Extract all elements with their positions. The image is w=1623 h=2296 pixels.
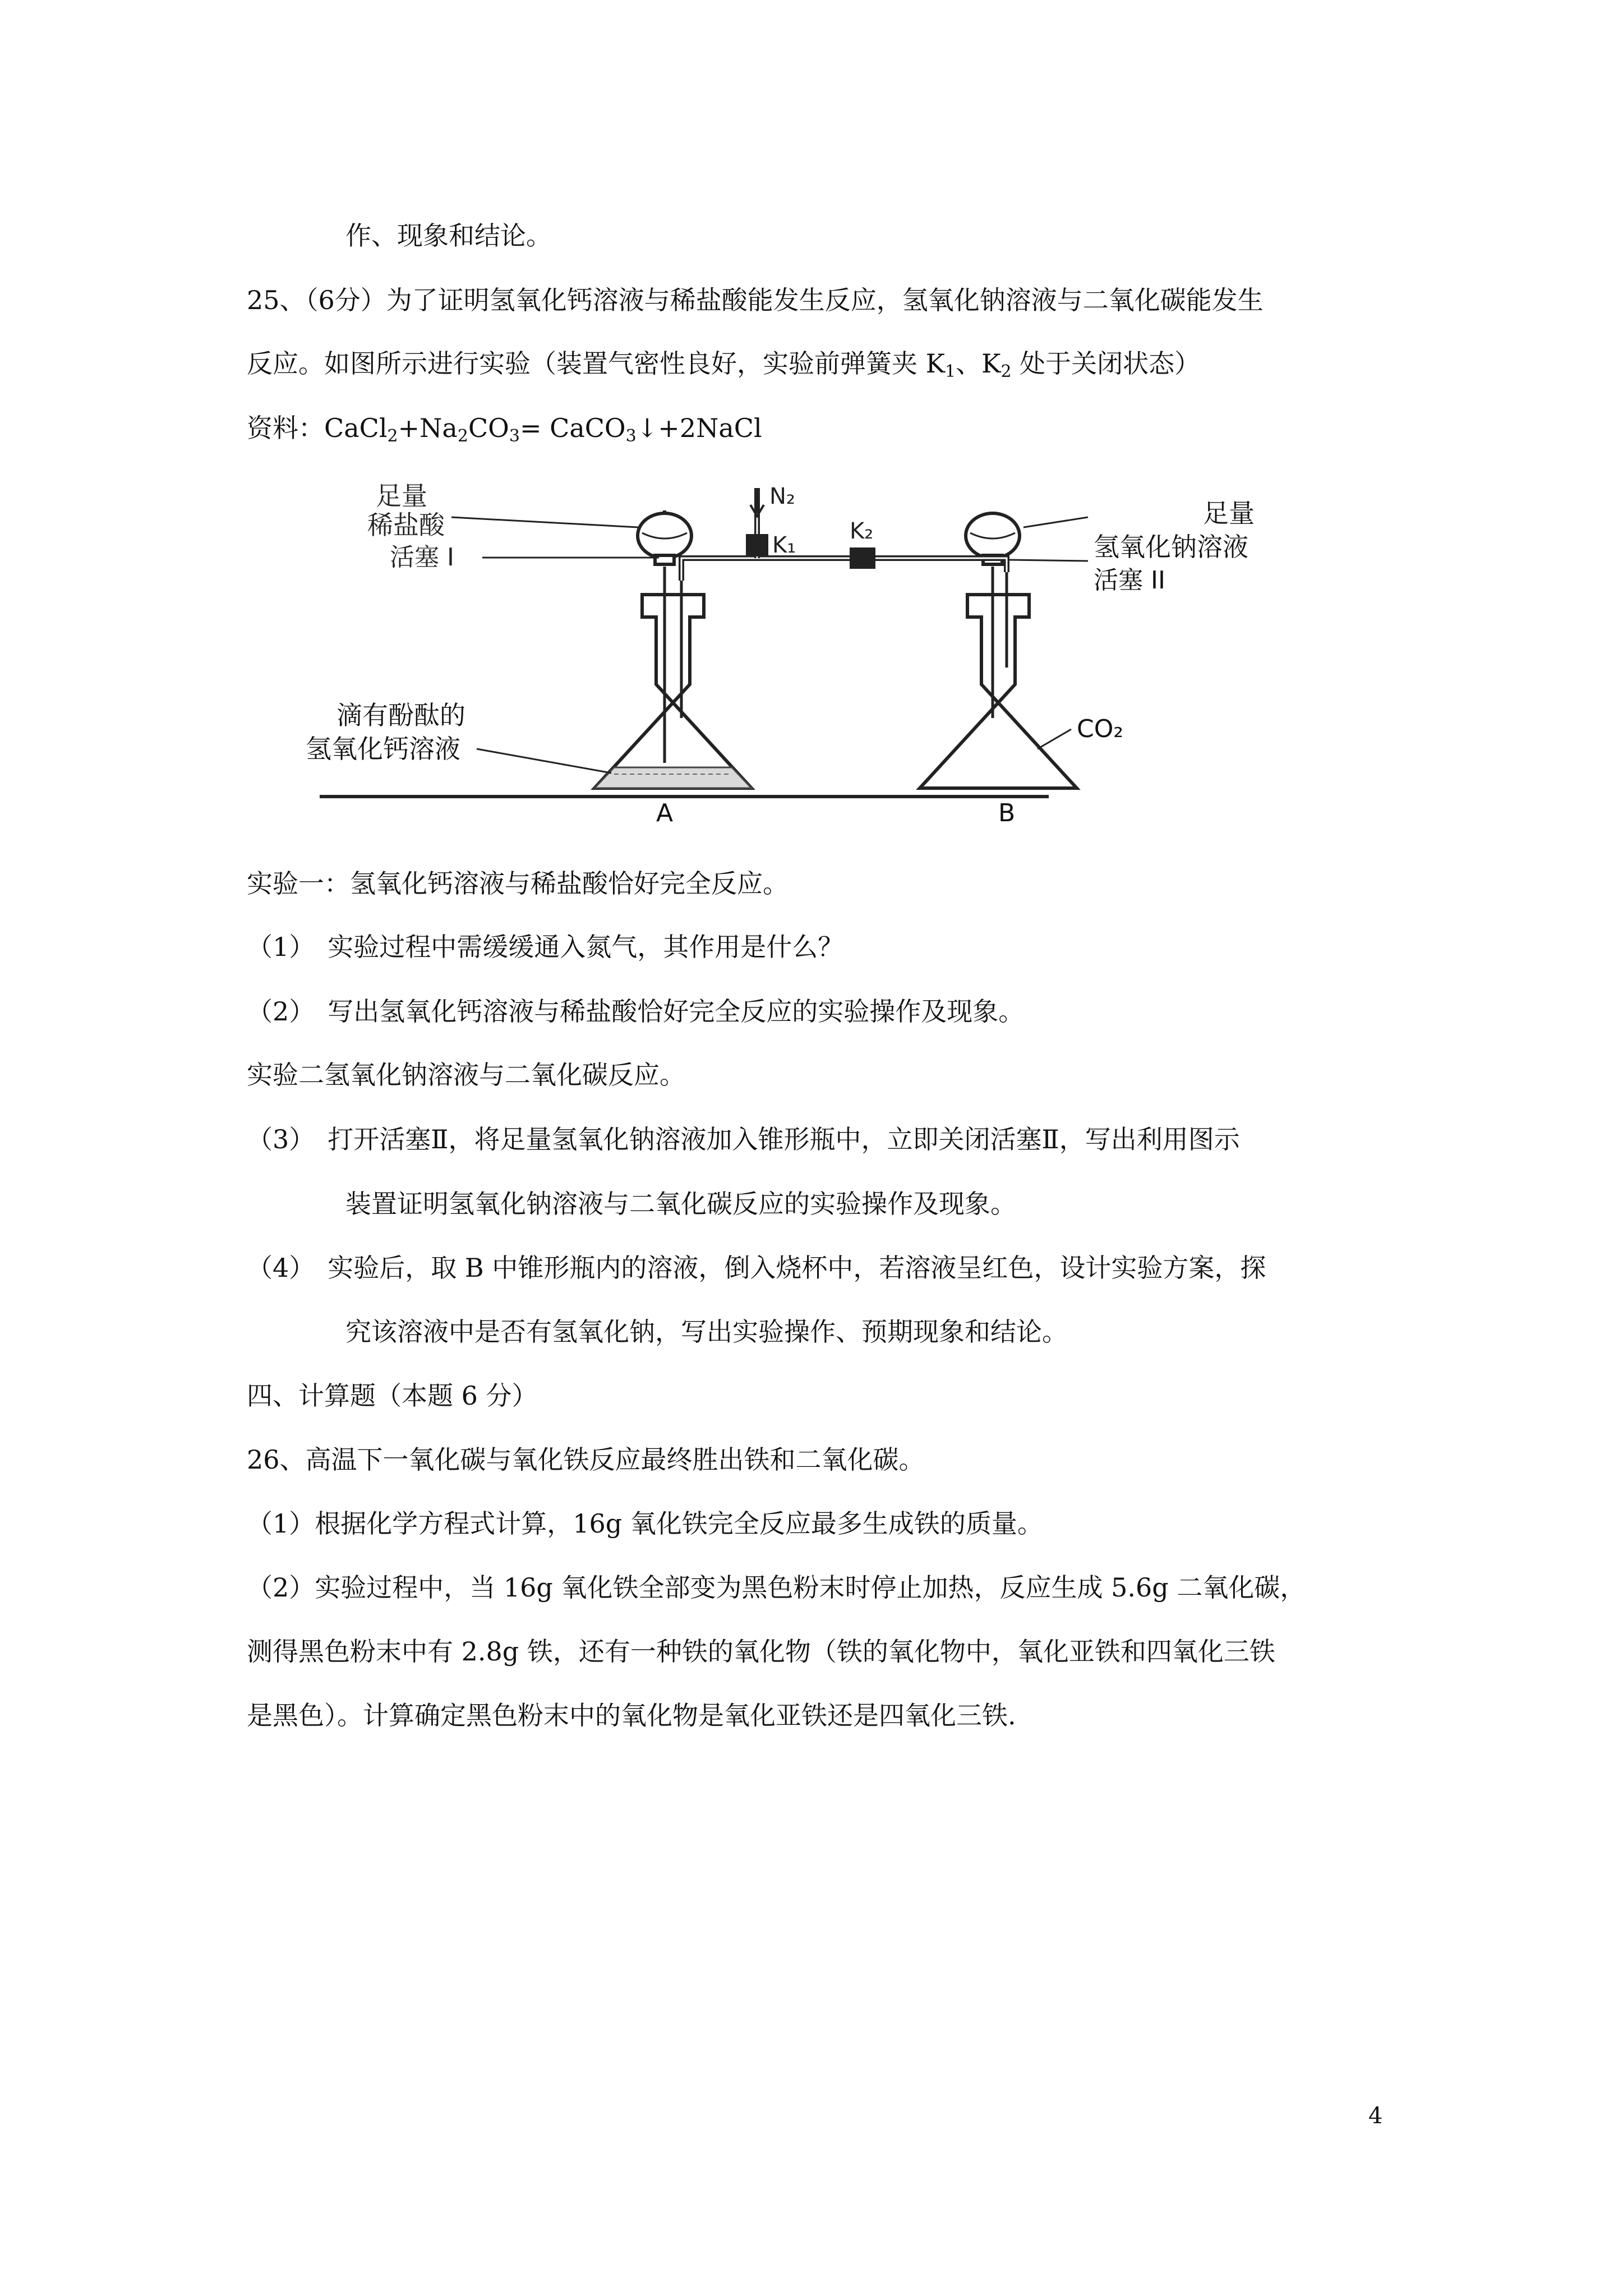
label-k2: K₂ [850, 518, 874, 544]
clamp-k1 [748, 536, 767, 555]
experiment-1-heading: 实验一：氢氧化钙溶液与稀盐酸恰好完全反应。 [247, 868, 789, 899]
question-26-1: （1）根据化学方程式计算，16g 氧化铁完全反应最多生成铁的质量。 [247, 1508, 1043, 1539]
question-4: （4） 实验后，取 B 中锥形瓶内的溶液，倒入烧杯中，若溶液呈红色，设计实验方案，探 [247, 1253, 1266, 1283]
text-line: 是黑色）。计算确定黑色粉末中的氧化物是氧化亚铁还是四氧化三铁. [247, 1700, 1016, 1731]
label-stopcock-1: 活塞 I [390, 543, 454, 572]
text-line: 作、现象和结论。 [345, 220, 552, 251]
label-naoh: 氢氧化钠溶液 [1094, 532, 1248, 562]
label-flask-b: B [998, 799, 1016, 827]
flask-b [920, 561, 1077, 788]
label-stopcock-2: 活塞 II [1094, 566, 1165, 595]
apparatus-diagram [247, 482, 1110, 836]
label-acid-amount: 足量 [376, 482, 427, 511]
text-line: 测得黑色粉末中有 2.8g 铁，还有一种铁的氧化物（铁的氧化物中，氧化亚铁和四氧化三铁 [247, 1636, 1275, 1667]
reference-equation: 资料：$CaCl_2+Na_2CO_3=$ CaCO$_3$↓+2NaCl [247, 413, 762, 446]
label-acid: 稀盐酸 [367, 510, 445, 540]
question-3: （3） 打开活塞Ⅱ，将足量氢氧化钠溶液加入锥形瓶中，立即关闭活塞Ⅱ，写出利用图示 [247, 1124, 1240, 1154]
section-heading: 四、计算题（本题 6 分） [247, 1381, 538, 1411]
label-n2: N₂ [769, 484, 795, 509]
label-k1: K₁ [772, 532, 796, 558]
question-2: （2） 写出氢氧化钙溶液与稀盐酸恰好完全反应的实验操作及现象。 [247, 996, 1025, 1027]
question-26-intro: 26、高温下一氧化碳与氧化铁反应最终胜出铁和二氧化碳。 [247, 1444, 925, 1475]
text-line: 装置证明氢氧化钠溶液与二氧化碳反应的实验操作及现象。 [345, 1189, 1016, 1219]
question-25-intro: 25、（6分）为了证明氢氧化钙溶液与稀盐酸能发生反应，氢氧化钠溶液与二氧化碳能发生 [247, 285, 1264, 315]
question-1: （1） 实验过程中需缓缓通入氮气，其作用是什么？ [247, 932, 844, 962]
label-solution-line1: 滴有酚酞的 [336, 700, 465, 730]
label-solution-line2: 氢氧化钙溶液 [306, 734, 460, 764]
connecting-tube [681, 558, 1007, 581]
experiment-2-heading: 实验二氢氧化钠溶液与二氧化碳反应。 [247, 1060, 685, 1090]
page-number: 4 [1368, 2103, 1383, 2129]
n2-inlet [748, 488, 767, 558]
clamp-k2 [851, 549, 874, 567]
label-naoh-amount: 足量 [1203, 498, 1255, 528]
label-flask-a: A [656, 799, 674, 827]
liquid-a [594, 767, 751, 788]
question-26-2: （2）实验过程中，当 16g 氧化铁全部变为黑色粉末时停止加热，反应生成 5.6g 二氧化碳， [247, 1572, 1306, 1603]
label-co2: CO₂ [1077, 715, 1123, 743]
flask-a [594, 567, 751, 788]
text-line: 究该溶液中是否有氢氧化钠，写出实验操作、预期现象和结论。 [345, 1317, 1068, 1347]
text-line: 反应。如图所示进行实验（装置气密性良好，实验前弹簧夹 $K_1$、$K_2$ 处于关闭状态） [247, 348, 1201, 381]
